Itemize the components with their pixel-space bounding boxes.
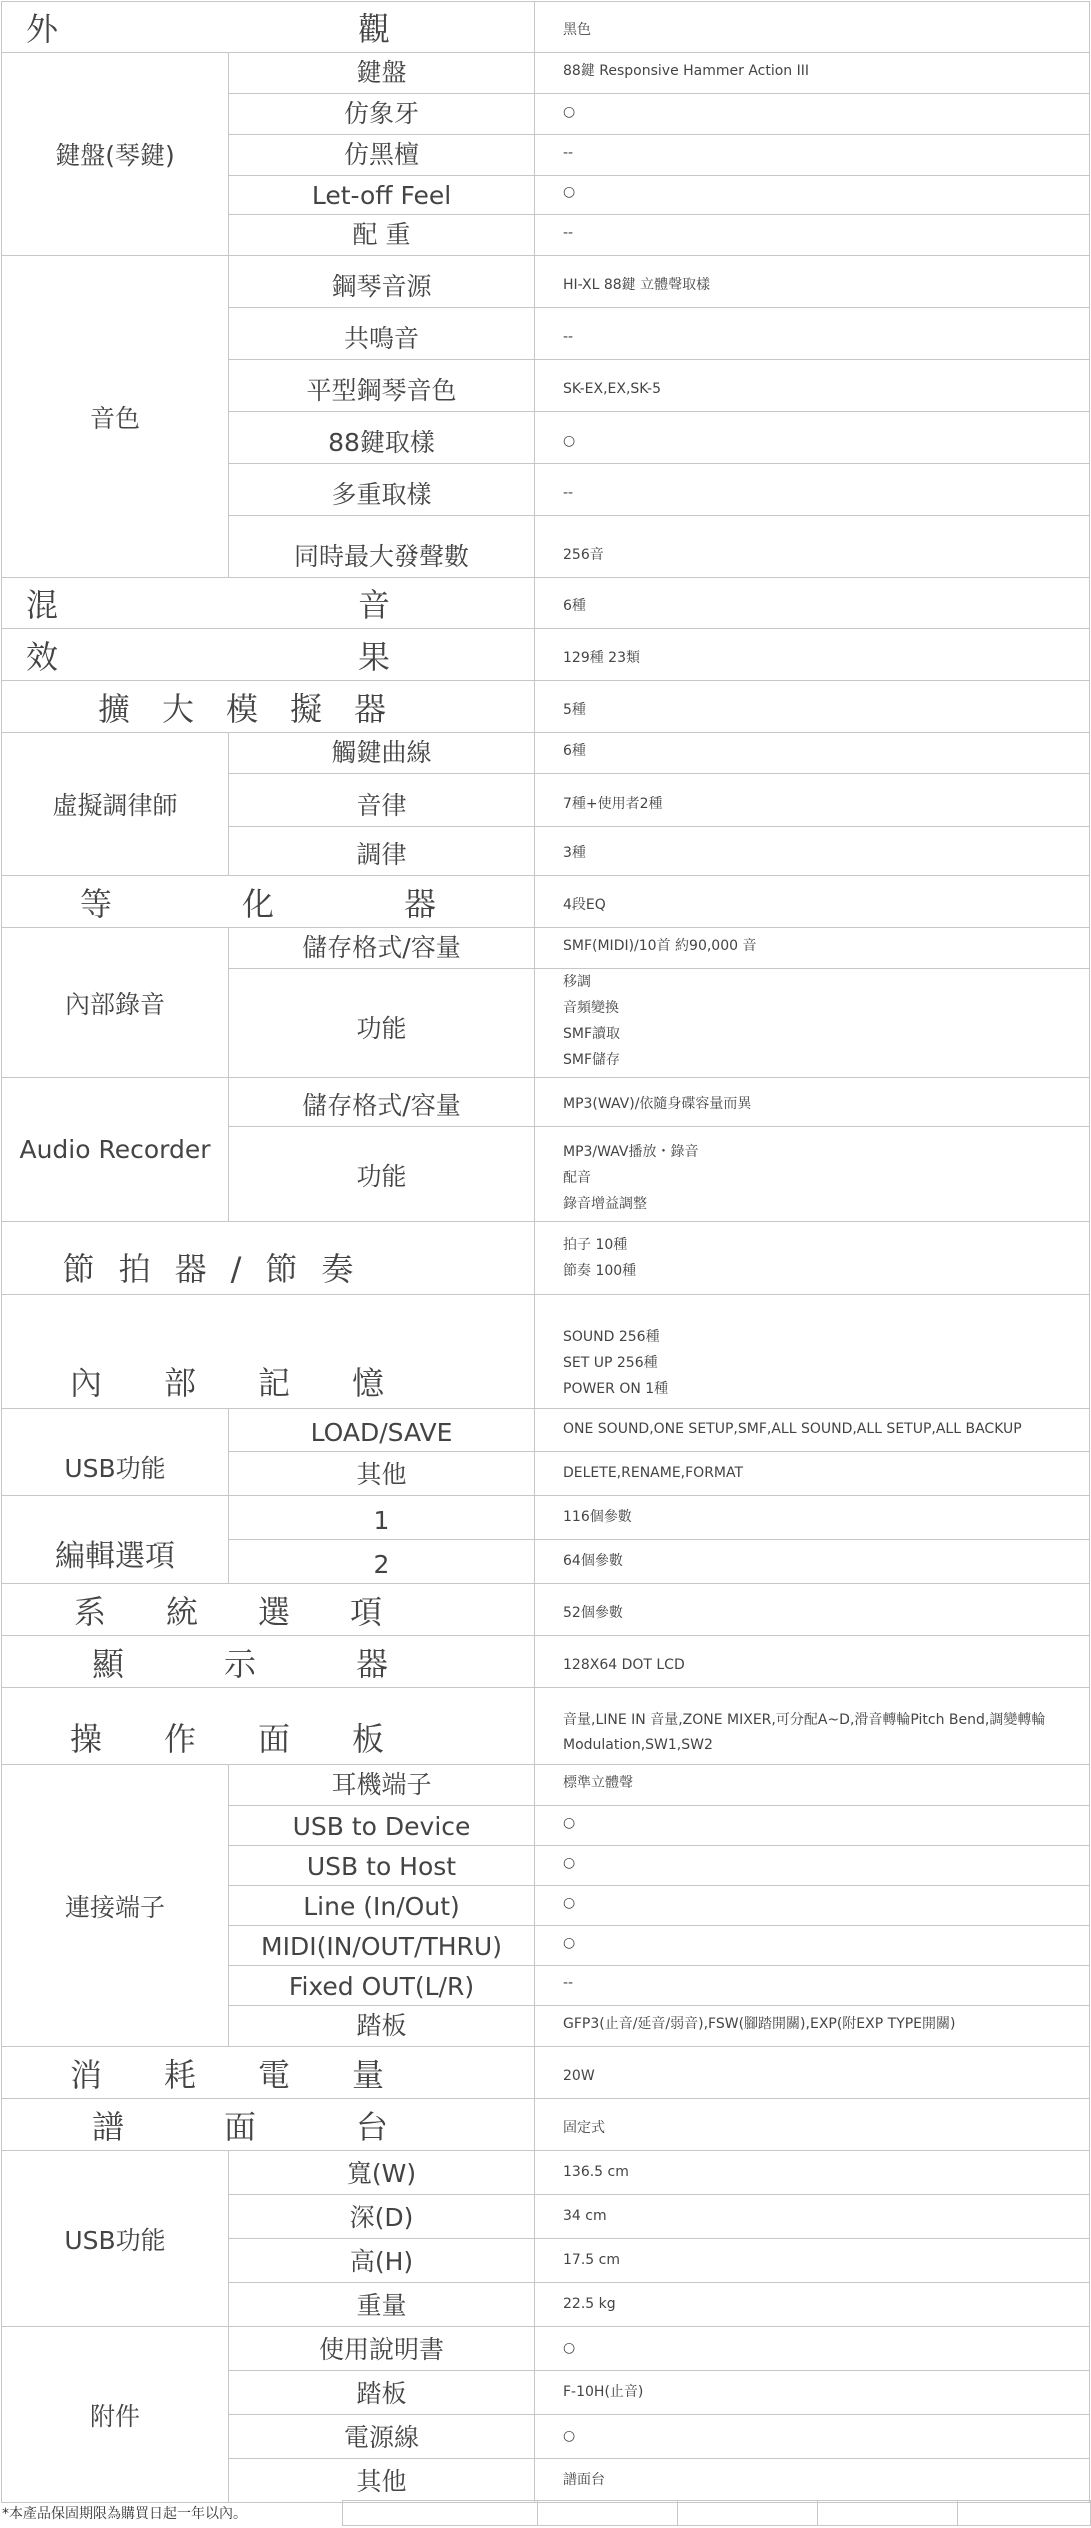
group-audio-rec: Audio Recorder <box>2 1078 229 1222</box>
label-usb-other: 其他 <box>229 1452 535 1496</box>
label-eq: 等 化 器 <box>2 876 535 928</box>
group-keyboard: 鍵盤(琴鍵) <box>2 53 229 256</box>
value-metronome: 拍子 10種 節奏 100種 <box>535 1222 1090 1295</box>
value-simulator: 5種 <box>535 681 1090 733</box>
value-midi: ○ <box>535 1926 1090 1966</box>
value-pedal-port: GFP3(止音/延音/弱音),FSW(腳踏開關),EXP(附EXP TYPE開關) <box>535 2006 1090 2047</box>
value-88-sampling: ○ <box>535 412 1090 464</box>
label-weight: 重量 <box>229 2283 535 2327</box>
value-power-cord: ○ <box>535 2415 1090 2459</box>
label-memory: 內部記憶 <box>2 1295 535 1409</box>
value-manual: ○ <box>535 2327 1090 2371</box>
label-edit-1: 1 <box>229 1496 535 1540</box>
value-memory: SOUND 256種 SET UP 256種 POWER ON 1種 <box>535 1295 1090 1409</box>
spec-table <box>1 1 1090 2503</box>
value-letoff: ○ <box>535 176 1090 215</box>
value-temperament: 7種+使用者2種 <box>535 774 1090 827</box>
label-load-save: LOAD/SAVE <box>229 1409 535 1452</box>
label-edit-2: 2 <box>229 1540 535 1584</box>
value-piano-source: HI-XL 88鍵 立體聲取樣 <box>535 256 1090 308</box>
value-acc-pedal: F-10H(止音) <box>535 2371 1090 2415</box>
value-display: 128X64 DOT LCD <box>535 1636 1090 1688</box>
value-reverb: 6種 <box>535 578 1090 629</box>
value-panel: 音量,LINE IN 音量,ZONE MIXER,可分配A~D,滑音轉輪Pitch Bend,調變轉輪Modulation,SW1,SW2 <box>535 1688 1090 1765</box>
label-grand-tone: 平型鋼琴音色 <box>229 360 535 412</box>
label-88-sampling: 88鍵取樣 <box>229 412 535 464</box>
label-tuning: 調律 <box>229 827 535 876</box>
label-ivory: 仿象牙 <box>229 94 535 135</box>
label-fixed-out: Fixed OUT(L/R) <box>229 1966 535 2006</box>
label-simulator: 擴大模擬器 <box>2 681 535 733</box>
value-eq: 4段EQ <box>535 876 1090 928</box>
label-audio-function: 功能 <box>229 1127 535 1222</box>
label-acc-other: 其他 <box>229 2459 535 2503</box>
group-accessories: 附件 <box>2 2327 229 2503</box>
footnote-cell <box>342 2501 537 2526</box>
footnote: *本產品保固期限為購買日起一年以內。 <box>2 2506 247 2522</box>
label-resonance: 共鳴音 <box>229 308 535 360</box>
label-headphone: 耳機端子 <box>229 1765 535 1806</box>
footnote-cell <box>537 2501 677 2526</box>
value-depth: 34 cm <box>535 2195 1090 2239</box>
group-tuner: 虛擬調律師 <box>2 733 229 876</box>
label-temperament: 音律 <box>229 774 535 827</box>
label-width: 寬(W) <box>229 2151 535 2195</box>
group-edit: 編輯選項 <box>2 1496 229 1584</box>
label-internal-format: 儲存格式/容量 <box>229 928 535 969</box>
value-audio-format: MP3(WAV)/依隨身碟容量而異 <box>535 1078 1090 1127</box>
value-ebony: -- <box>535 135 1090 176</box>
group-internal-rec: 內部錄音 <box>2 928 229 1078</box>
label-height: 高(H) <box>229 2239 535 2283</box>
footnote-row <box>2 2500 1091 2526</box>
label-polyphony: 同時最大發聲數 <box>229 516 535 578</box>
value-polyphony: 256音 <box>535 516 1090 578</box>
value-edit-2: 64個參數 <box>535 1540 1090 1584</box>
value-usb-device: ○ <box>535 1806 1090 1846</box>
value-width: 136.5 cm <box>535 2151 1090 2195</box>
value-touch-curve: 6種 <box>535 733 1090 774</box>
value-load-save: ONE SOUND,ONE SETUP,SMF,ALL SOUND,ALL SETUP,ALL BACKUP <box>535 1409 1090 1452</box>
value-edit-1: 116個參數 <box>535 1496 1090 1540</box>
label-midi: MIDI(IN/OUT/THRU) <box>229 1926 535 1966</box>
label-power: 消耗電量 <box>2 2047 535 2099</box>
label-appearance: 外 觀 <box>2 2 535 53</box>
label-internal-function: 功能 <box>229 969 535 1078</box>
value-counterweight: -- <box>535 215 1090 256</box>
footnote-cell <box>677 2501 817 2526</box>
label-power-cord: 電源線 <box>229 2415 535 2459</box>
label-metronome: 節拍器/節奏 <box>2 1222 535 1295</box>
value-ivory: ○ <box>535 94 1090 135</box>
label-line: Line (In/Out) <box>229 1886 535 1926</box>
value-acc-other: 譜面台 <box>535 2459 1090 2503</box>
value-system: 52個參數 <box>535 1584 1090 1636</box>
value-audio-function: MP3/WAV播放・錄音 配音 錄音增益調整 <box>535 1127 1090 1222</box>
value-headphone: 標準立體聲 <box>535 1765 1090 1806</box>
label-letoff: Let-off Feel <box>229 176 535 215</box>
value-effects: 129種 23類 <box>535 629 1090 681</box>
group-connectors: 連接端子 <box>2 1765 229 2047</box>
label-manual: 使用說明書 <box>229 2327 535 2371</box>
value-line: ○ <box>535 1886 1090 1926</box>
value-usb-host: ○ <box>535 1846 1090 1886</box>
label-counterweight: 配 重 <box>229 215 535 256</box>
label-depth: 深(D) <box>229 2195 535 2239</box>
group-dimensions: USB功能 <box>2 2151 229 2327</box>
value-resonance: -- <box>535 308 1090 360</box>
label-ebony: 仿黑檀 <box>229 135 535 176</box>
value-weight: 22.5 kg <box>535 2283 1090 2327</box>
group-tone: 音色 <box>2 256 229 578</box>
value-keyboard: 88鍵 Responsive Hammer Action III <box>535 53 1090 94</box>
value-appearance: 黑色 <box>535 2 1090 53</box>
value-internal-function: 移調 音頻變換 SMF讀取 SMF儲存 <box>535 969 1090 1078</box>
label-usb-host: USB to Host <box>229 1846 535 1886</box>
label-keyboard: 鍵盤 <box>229 53 535 94</box>
label-audio-format: 儲存格式/容量 <box>229 1078 535 1127</box>
label-reverb: 混 音 <box>2 578 535 629</box>
label-usb-device: USB to Device <box>229 1806 535 1846</box>
label-pedal-port: 踏板 <box>229 2006 535 2047</box>
label-piano-source: 鋼琴音源 <box>229 256 535 308</box>
value-tuning: 3種 <box>535 827 1090 876</box>
value-internal-format: SMF(MIDI)/10首 約90,000 音 <box>535 928 1090 969</box>
label-music-rest: 譜面台 <box>2 2099 535 2151</box>
label-system: 系統選項 <box>2 1584 535 1636</box>
group-usb: USB功能 <box>2 1409 229 1496</box>
label-touch-curve: 觸鍵曲線 <box>229 733 535 774</box>
label-multi-sampling: 多重取樣 <box>229 464 535 516</box>
label-display: 顯示器 <box>2 1636 535 1688</box>
value-grand-tone: SK-EX,EX,SK-5 <box>535 360 1090 412</box>
value-height: 17.5 cm <box>535 2239 1090 2283</box>
value-power: 20W <box>535 2047 1090 2099</box>
label-effects: 效 果 <box>2 629 535 681</box>
row-appearance <box>2 2 1090 53</box>
label-acc-pedal: 踏板 <box>229 2371 535 2415</box>
footnote-cell <box>957 2501 1090 2526</box>
value-multi-sampling: -- <box>535 464 1090 516</box>
value-usb-other: DELETE,RENAME,FORMAT <box>535 1452 1090 1496</box>
label-panel: 操作面板 <box>2 1688 535 1765</box>
value-music-rest: 固定式 <box>535 2099 1090 2151</box>
footnote-cell <box>817 2501 957 2526</box>
value-fixed-out: -- <box>535 1966 1090 2006</box>
